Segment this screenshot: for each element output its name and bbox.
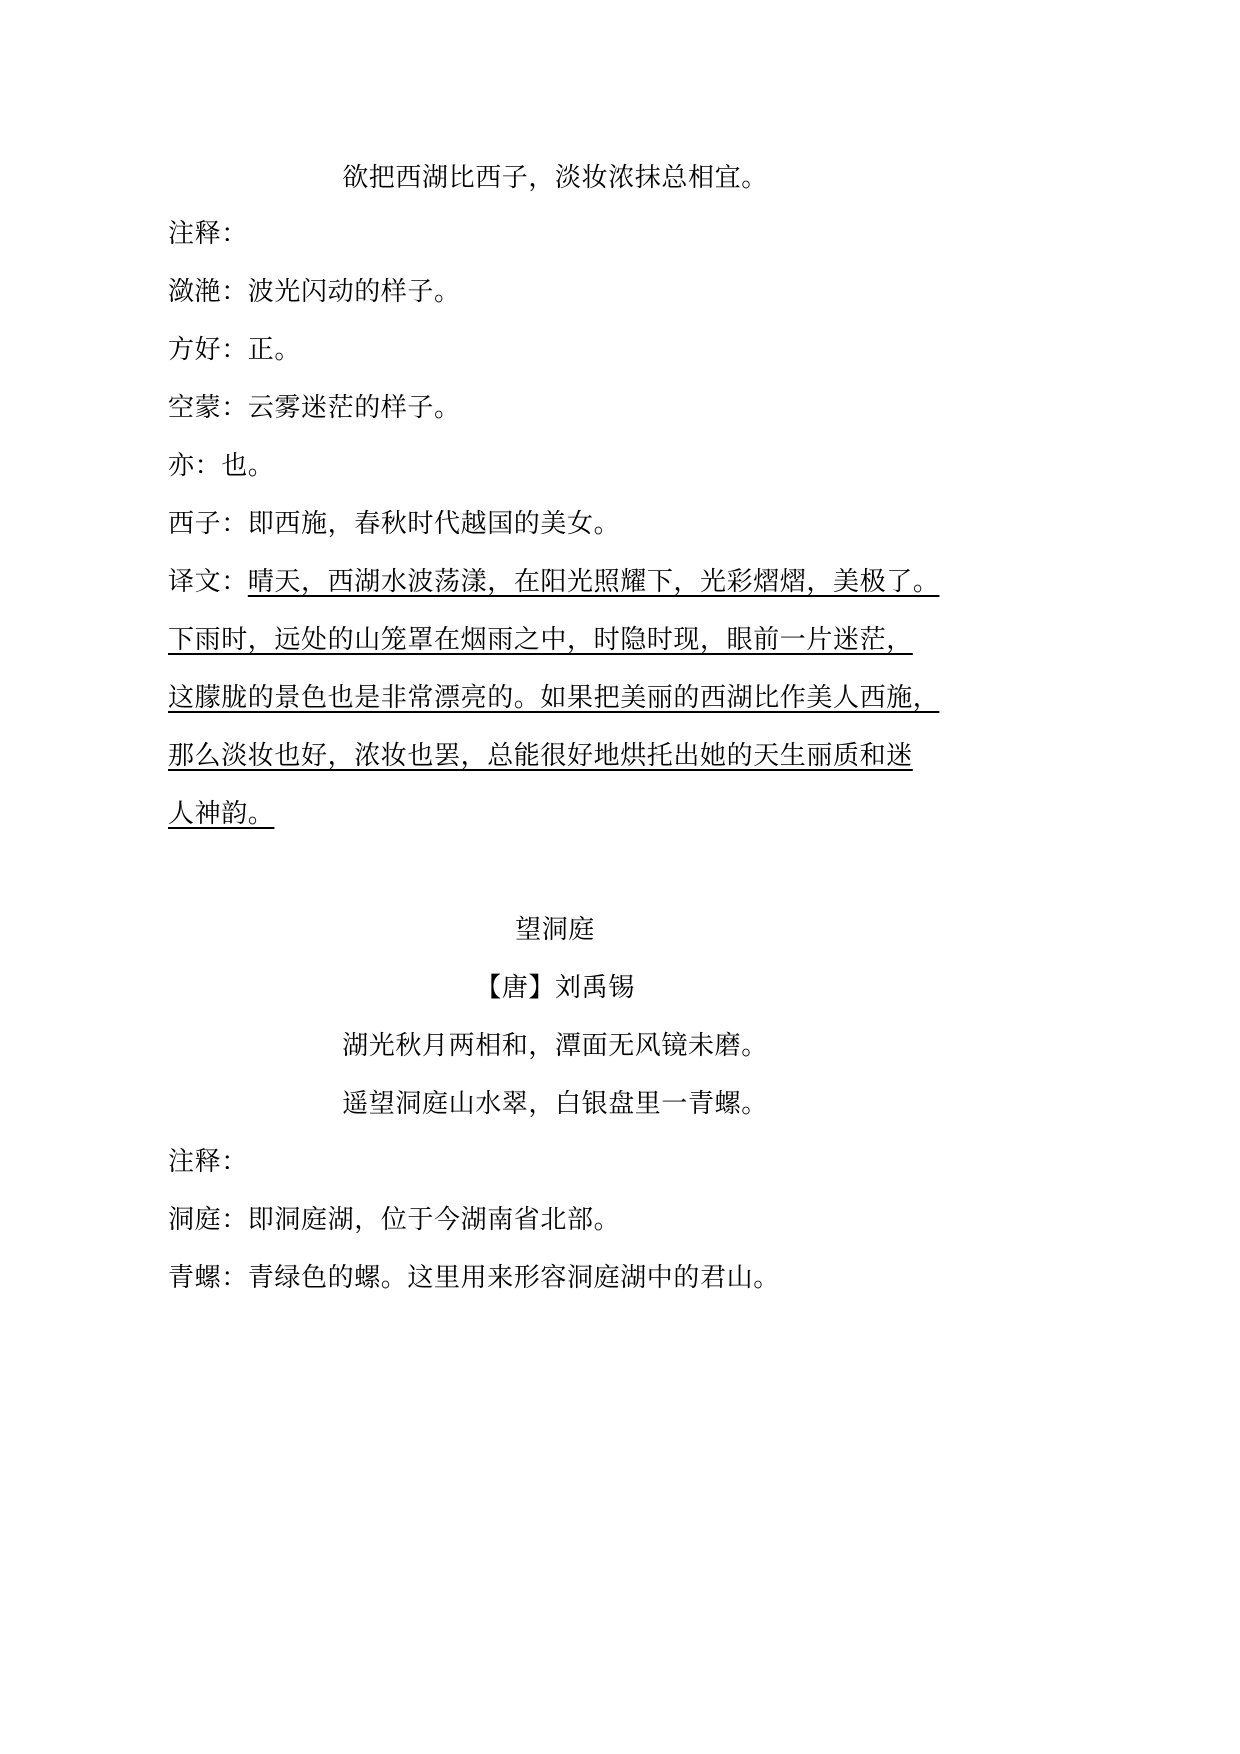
note-item: 亦：也。 bbox=[168, 451, 275, 481]
poem-line: 湖光秋月两相和，潭面无风镜未磨。 bbox=[342, 1031, 768, 1061]
note-item: 潋滟：波光闪动的样子。 bbox=[168, 277, 461, 307]
poem-author: 【唐】刘禹锡 bbox=[475, 973, 635, 1003]
note-item: 青螺：青绿色的螺。这里用来形容洞庭湖中的君山。 bbox=[168, 1263, 780, 1293]
note-item: 方好：正。 bbox=[168, 335, 302, 365]
translation-line bbox=[168, 566, 939, 598]
translation-text: 那么淡妆也好，浓妆也罢，总能很好地烘托出她的天生丽质和迷 bbox=[168, 741, 913, 771]
translation-text: 下雨时，远处的山笼罩在烟雨之中，时隐时现，眼前一片迷茫， bbox=[168, 625, 913, 655]
note-item: 西子：即西施，春秋时代越国的美女。 bbox=[168, 509, 621, 539]
notes-label: 注释： bbox=[168, 1147, 248, 1177]
note-item: 洞庭：即洞庭湖，位于今湖南省北部。 bbox=[168, 1205, 621, 1235]
poem-line: 遥望洞庭山水翠，白银盘里一青螺。 bbox=[342, 1089, 768, 1119]
translation-text: 这朦胧的景色也是非常漂亮的。如果把美丽的西湖比作美人西施， bbox=[168, 683, 940, 713]
translation-label: 译文： bbox=[168, 567, 248, 597]
poem-title: 望洞庭 bbox=[515, 915, 595, 945]
translation-text: 人神韵。 bbox=[168, 799, 275, 829]
poem-line: 欲把西湖比西子，淡妆浓抹总相宜。 bbox=[342, 163, 768, 193]
translation-text: 晴天，西湖水波荡漾，在阳光照耀下，光彩熠熠，美极了。 bbox=[247, 567, 940, 597]
notes-label: 注释： bbox=[168, 219, 248, 249]
note-item: 空蒙：云雾迷茫的样子。 bbox=[168, 393, 461, 423]
